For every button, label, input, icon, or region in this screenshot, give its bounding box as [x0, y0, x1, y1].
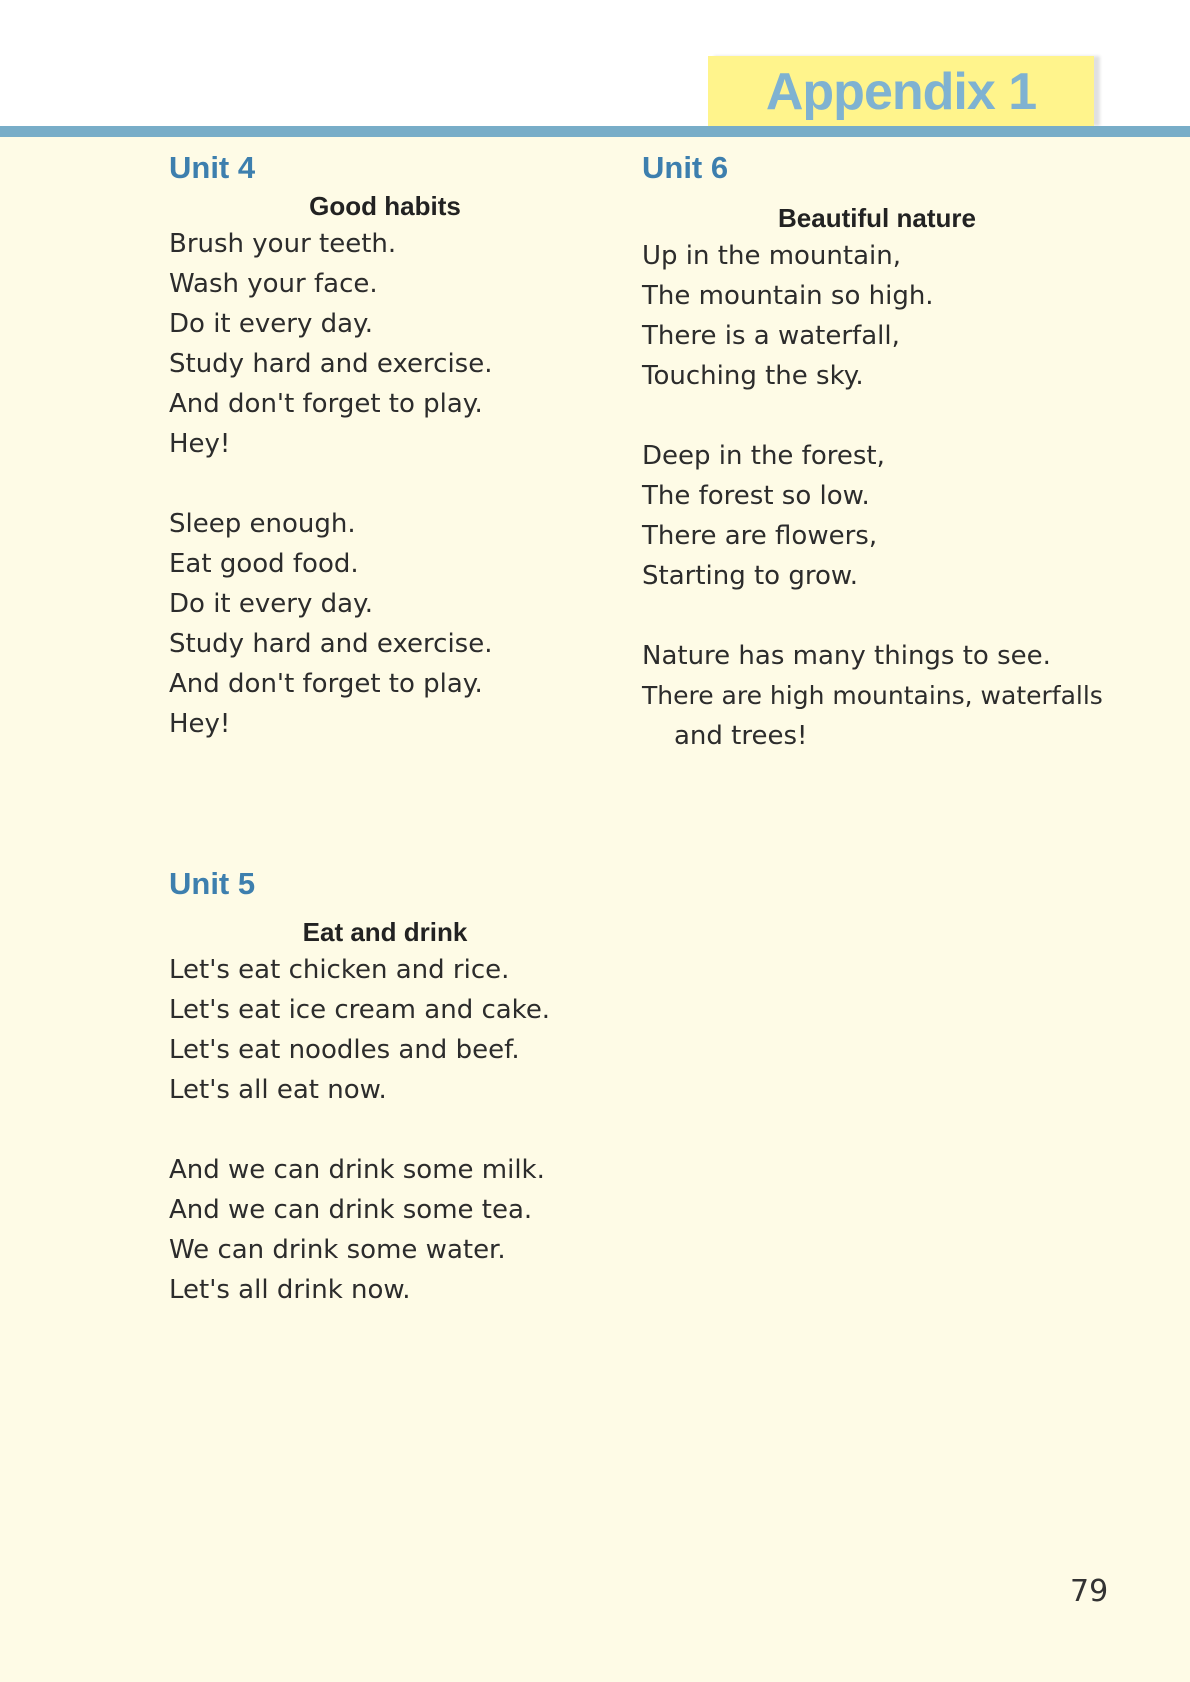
page-title: Appendix 1	[765, 63, 1037, 121]
song-title-good-habits: Good habits	[309, 191, 461, 221]
appendix-title-box	[708, 56, 1094, 126]
header-rule	[0, 126, 1190, 137]
stanza-break	[169, 1110, 601, 1150]
lyric-line: Study hard and exercise.	[169, 349, 493, 379]
lyric-line: Brush your teeth.	[169, 229, 397, 259]
lyric-line: Let's eat chicken and rice.	[169, 955, 510, 985]
lyric-line: Hey!	[169, 709, 231, 739]
lyric-line: There are high mountains, waterfalls	[642, 681, 1103, 710]
lyric-line: We can drink some water.	[169, 1235, 506, 1265]
unit-4-section	[169, 150, 601, 744]
unit-5-heading: Unit 5	[169, 866, 256, 901]
lyric-line: Nature has many things to see.	[642, 641, 1051, 671]
lyric-line: There is a waterfall,	[642, 321, 900, 351]
lyric-line: Let's all eat now.	[169, 1075, 387, 1105]
unit-6-lyrics	[642, 236, 1112, 756]
lyric-line: Hey!	[169, 429, 231, 459]
lyric-line: And don't forget to play.	[169, 389, 483, 419]
lyric-line: And we can drink some milk.	[169, 1155, 545, 1185]
lyric-line-continuation: and trees!	[674, 721, 808, 751]
song-title-eat-and-drink: Eat and drink	[302, 917, 468, 947]
lyric-line: The forest so low.	[642, 481, 870, 511]
unit-6-heading: Unit 6	[642, 150, 729, 185]
lyric-line: Do it every day.	[169, 309, 373, 339]
lyric-line: Up in the mountain,	[642, 241, 901, 271]
lyric-line: Let's eat ice cream and cake.	[169, 995, 551, 1025]
song-title-beautiful-nature: Beautiful nature	[778, 203, 976, 233]
stanza-break	[642, 396, 1112, 436]
page-number: 79	[1070, 1574, 1109, 1609]
lyric-line: Touching the sky.	[642, 361, 864, 391]
lyric-line: And we can drink some tea.	[169, 1195, 533, 1225]
lyric-line: The mountain so high.	[642, 281, 934, 311]
unit-4-lyrics	[169, 224, 601, 744]
stanza-break	[642, 596, 1112, 636]
unit-5-lyrics	[169, 950, 601, 1310]
lyric-line: And don't forget to play.	[169, 669, 483, 699]
lyric-line: Let's all drink now.	[169, 1275, 411, 1305]
lyric-line: Let's eat noodles and beef.	[169, 1035, 520, 1065]
lyric-line: Deep in the forest,	[642, 441, 885, 471]
lyric-line: Do it every day.	[169, 589, 373, 619]
stanza-break	[169, 464, 601, 504]
lyric-line: Starting to grow.	[642, 561, 859, 591]
lyric-line: Eat good food.	[169, 549, 359, 579]
unit-4-heading: Unit 4	[169, 150, 256, 185]
unit-6-section	[642, 150, 1112, 756]
lyric-line: Study hard and exercise.	[169, 629, 493, 659]
lyric-line: Wash your face.	[169, 269, 378, 299]
lyric-line: Sleep enough.	[169, 509, 356, 539]
unit-5-section	[169, 866, 601, 1310]
lyric-line: There are flowers,	[642, 521, 878, 551]
